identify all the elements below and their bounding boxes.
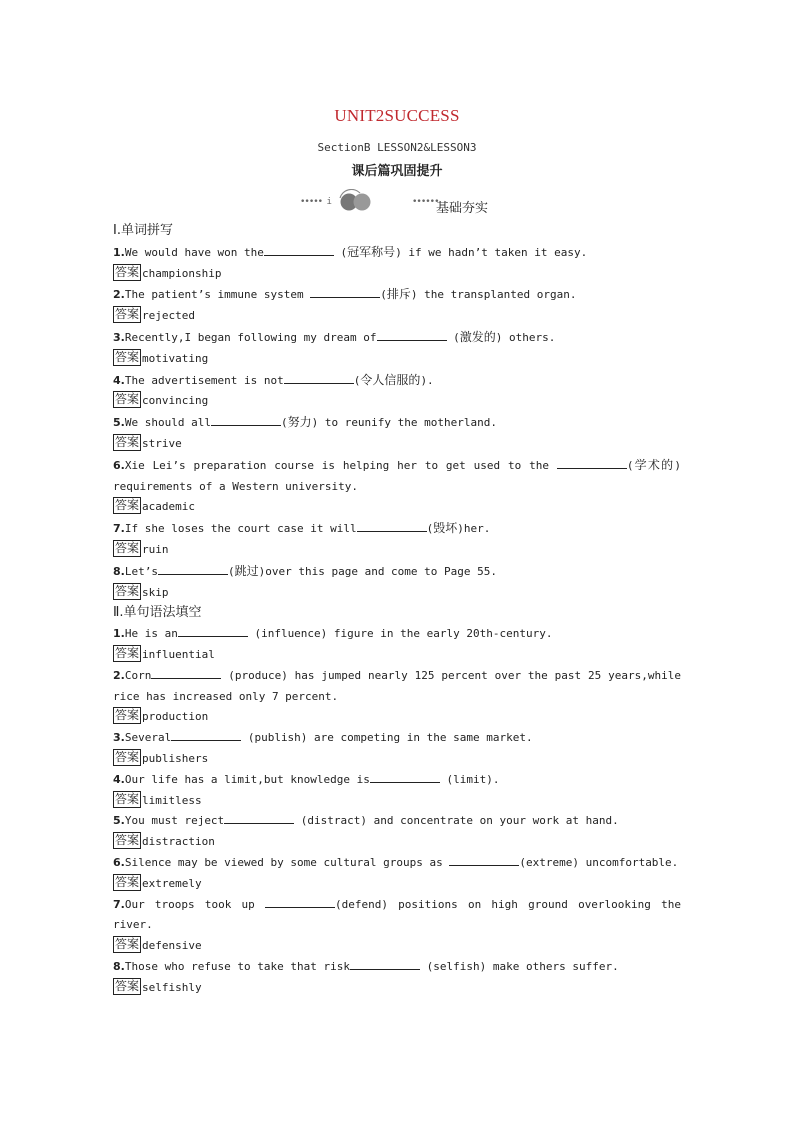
answer-text: distraction: [142, 835, 215, 849]
question-number: 8.: [113, 959, 125, 973]
answer-tag: 答案: [115, 264, 140, 279]
answer-row: [113, 264, 681, 285]
answer-blank[interactable]: [158, 564, 228, 575]
question-number: 4.: [113, 772, 125, 786]
chinese-hint: 排斥: [386, 287, 411, 302]
section-heading-grammar: Ⅱ.单句语法填空: [113, 605, 202, 621]
question-text: (: [280, 416, 288, 430]
question-text: He is an: [124, 627, 178, 641]
answer-row: [113, 391, 681, 412]
question-number: 2.: [113, 668, 125, 682]
question-text: Let’s: [124, 564, 158, 578]
chinese-hint: 毁坏: [433, 521, 458, 536]
page-title: UNIT2SUCCESS: [334, 106, 460, 125]
question-text: (: [626, 458, 634, 472]
question-s1-3: [113, 327, 681, 349]
question-number: 6.: [113, 458, 125, 472]
practice-subtitle: 课后篇巩固提升: [351, 164, 443, 179]
question-text: (selfish) make others suffer.: [420, 959, 619, 973]
answer-tag: 答案: [115, 307, 140, 322]
answer-blank[interactable]: [171, 730, 241, 741]
answer-text: ruin: [142, 542, 169, 556]
answer-tag: 答案: [115, 791, 140, 806]
question-text: (limit).: [439, 772, 500, 786]
question-text: (defend) positions on high ground overlooking the river.: [113, 897, 681, 932]
question-number: 3.: [113, 731, 125, 745]
question-text: We should all: [124, 416, 211, 430]
answer-blank[interactable]: [265, 897, 335, 908]
question-number: 4.: [113, 373, 125, 387]
question-text: (distract) and concentrate on your work at hand.: [294, 814, 619, 828]
answer-blank[interactable]: [178, 626, 248, 637]
question-text: )her.: [457, 522, 491, 536]
question-s2-1: [113, 624, 681, 645]
answer-tag: 答案: [115, 645, 140, 660]
section-banner: [298, 187, 498, 216]
question-text: Silence may be viewed by some cultural groups as: [124, 855, 450, 869]
question-s1-2: [113, 284, 681, 306]
answer-text: skip: [142, 585, 169, 599]
question-number: 7.: [113, 897, 125, 911]
answer-text: motivating: [142, 351, 209, 365]
question-text: The patient’s immune system: [124, 288, 311, 302]
answer-row: [113, 583, 681, 604]
question-s1-4: [113, 370, 681, 392]
question-text: If she loses the court case it will: [124, 522, 357, 536]
answer-blank[interactable]: [310, 287, 380, 298]
question-number: 8.: [113, 564, 125, 578]
answer-tag: 答案: [115, 349, 140, 364]
answer-row: [113, 645, 681, 666]
answer-blank[interactable]: [264, 245, 334, 256]
answer-tag: 答案: [115, 498, 140, 513]
question-text: (produce) has jumped nearly 125 percent over the past 25 years,while rice has increased only 7 percent.: [113, 668, 681, 703]
answer-row: [113, 540, 681, 561]
question-text: Xie Lei’s preparation course is helping her to get used to the: [124, 458, 557, 472]
answer-row: [113, 791, 681, 812]
double-circle-icon: [334, 189, 376, 211]
answer-tag: 答案: [115, 749, 140, 764]
question-number: 5.: [113, 416, 125, 430]
question-number: 6.: [113, 855, 125, 869]
question-text: ) if we hadn’t taken it easy.: [395, 245, 588, 259]
question-text: (: [426, 522, 434, 536]
answer-text: selfishly: [142, 980, 202, 994]
answer-row: [113, 349, 681, 370]
answer-tag: 答案: [115, 833, 140, 848]
question-text: ) requirements of a Western university.: [113, 458, 681, 493]
answer-text: extremely: [142, 876, 202, 890]
question-s1-7: [113, 518, 681, 540]
question-text: (: [353, 373, 361, 387]
answer-tag: 答案: [115, 583, 140, 598]
question-text: Our life has a limit,but knowledge is: [124, 772, 370, 786]
answer-text: academic: [142, 500, 195, 514]
answer-blank[interactable]: [370, 772, 440, 783]
answer-blank[interactable]: [284, 373, 354, 384]
question-text: You must reject: [124, 814, 225, 828]
question-text: Recently,I began following my dream of: [124, 330, 377, 344]
question-text: We would have won the: [124, 245, 264, 259]
question-text: (: [333, 245, 348, 259]
question-s2-8: [113, 957, 681, 978]
answer-row: [113, 749, 681, 770]
answer-text: limitless: [142, 793, 202, 807]
question-s2-5: [113, 811, 681, 832]
section-subtitle: SectionB LESSON2&LESSON3: [317, 141, 477, 154]
question-text: )over this page and come to Page 55.: [258, 564, 498, 578]
banner-dots-right: ••••••: [412, 197, 439, 207]
question-s2-6: [113, 853, 681, 874]
answer-row: [113, 936, 681, 957]
answer-row: [113, 306, 681, 327]
answer-row: [113, 978, 681, 999]
banner-label: 基础夯实: [436, 201, 489, 216]
question-text: (extreme) uncomfortable.: [519, 855, 679, 869]
answer-tag: 答案: [115, 434, 140, 449]
banner-dots-left: ••••• i: [300, 197, 331, 207]
answer-blank[interactable]: [211, 415, 281, 426]
answer-row: [113, 707, 681, 728]
question-text: (: [380, 288, 387, 302]
question-s2-3: [113, 728, 681, 749]
question-number: 2.: [113, 288, 125, 302]
question-text: Several: [124, 731, 172, 745]
question-s2-7: [113, 895, 681, 937]
question-text: Those who refuse to take that risk: [124, 959, 351, 973]
section-heading-spelling: Ⅰ.单词拼写: [113, 223, 173, 238]
question-number: 5.: [113, 814, 125, 828]
answer-text: championship: [142, 266, 222, 280]
answer-blank[interactable]: [449, 855, 519, 866]
answer-text: defensive: [142, 939, 202, 953]
worksheet-content: [113, 221, 681, 998]
chinese-hint: 冠军称号: [347, 244, 396, 259]
question-text: The advertisement is not: [124, 373, 284, 387]
chinese-hint: 激发的: [459, 329, 496, 344]
question-text: (: [227, 564, 235, 578]
question-number: 1.: [113, 627, 125, 641]
question-s1-5: [113, 412, 681, 434]
question-s1-1: [113, 242, 681, 264]
question-number: 3.: [113, 330, 125, 344]
answer-blank[interactable]: [557, 458, 627, 469]
answer-row: [113, 434, 681, 455]
answer-row: [113, 874, 681, 895]
question-s2-4: [113, 770, 681, 791]
answer-row: [113, 497, 681, 518]
question-text: ).: [420, 373, 434, 387]
answer-tag: 答案: [115, 392, 140, 407]
chinese-hint: 跳过: [234, 563, 259, 578]
question-text: (publish) are competing in the same market.: [241, 731, 533, 745]
answer-text: convincing: [142, 394, 209, 408]
question-number: 7.: [113, 522, 125, 536]
question-text: (influence) figure in the early 20th-century.: [247, 627, 553, 641]
question-text: ) to reunify the motherland.: [311, 416, 498, 430]
chinese-hint: 学术的: [633, 457, 675, 472]
answer-row: [113, 832, 681, 853]
answer-text: publishers: [142, 751, 209, 765]
answer-tag: 答案: [115, 540, 140, 555]
question-s1-8: [113, 561, 681, 583]
question-text: ) others.: [495, 330, 556, 344]
answer-blank[interactable]: [224, 813, 294, 824]
answer-tag: 答案: [115, 978, 140, 993]
question-text: Our troops took up: [124, 897, 265, 911]
question-text: (: [446, 330, 460, 344]
answer-text: strive: [142, 436, 182, 450]
answer-text: influential: [142, 647, 215, 661]
answer-blank[interactable]: [350, 959, 420, 970]
answer-tag: 答案: [115, 937, 140, 952]
question-number: 1.: [113, 245, 125, 259]
answer-tag: 答案: [115, 708, 140, 723]
answer-tag: 答案: [115, 874, 140, 889]
answer-blank[interactable]: [377, 330, 447, 341]
answer-blank[interactable]: [357, 521, 427, 532]
question-s2-2: [113, 666, 681, 708]
chinese-hint: 努力: [287, 415, 312, 430]
question-text: ) the transplanted organ.: [410, 288, 577, 302]
answer-text: production: [142, 710, 209, 724]
question-text: Corn: [124, 668, 152, 682]
answer-text: rejected: [142, 309, 195, 323]
chinese-hint: 令人信服的: [360, 372, 421, 387]
answer-blank[interactable]: [151, 668, 221, 679]
question-s1-6: [113, 455, 681, 498]
